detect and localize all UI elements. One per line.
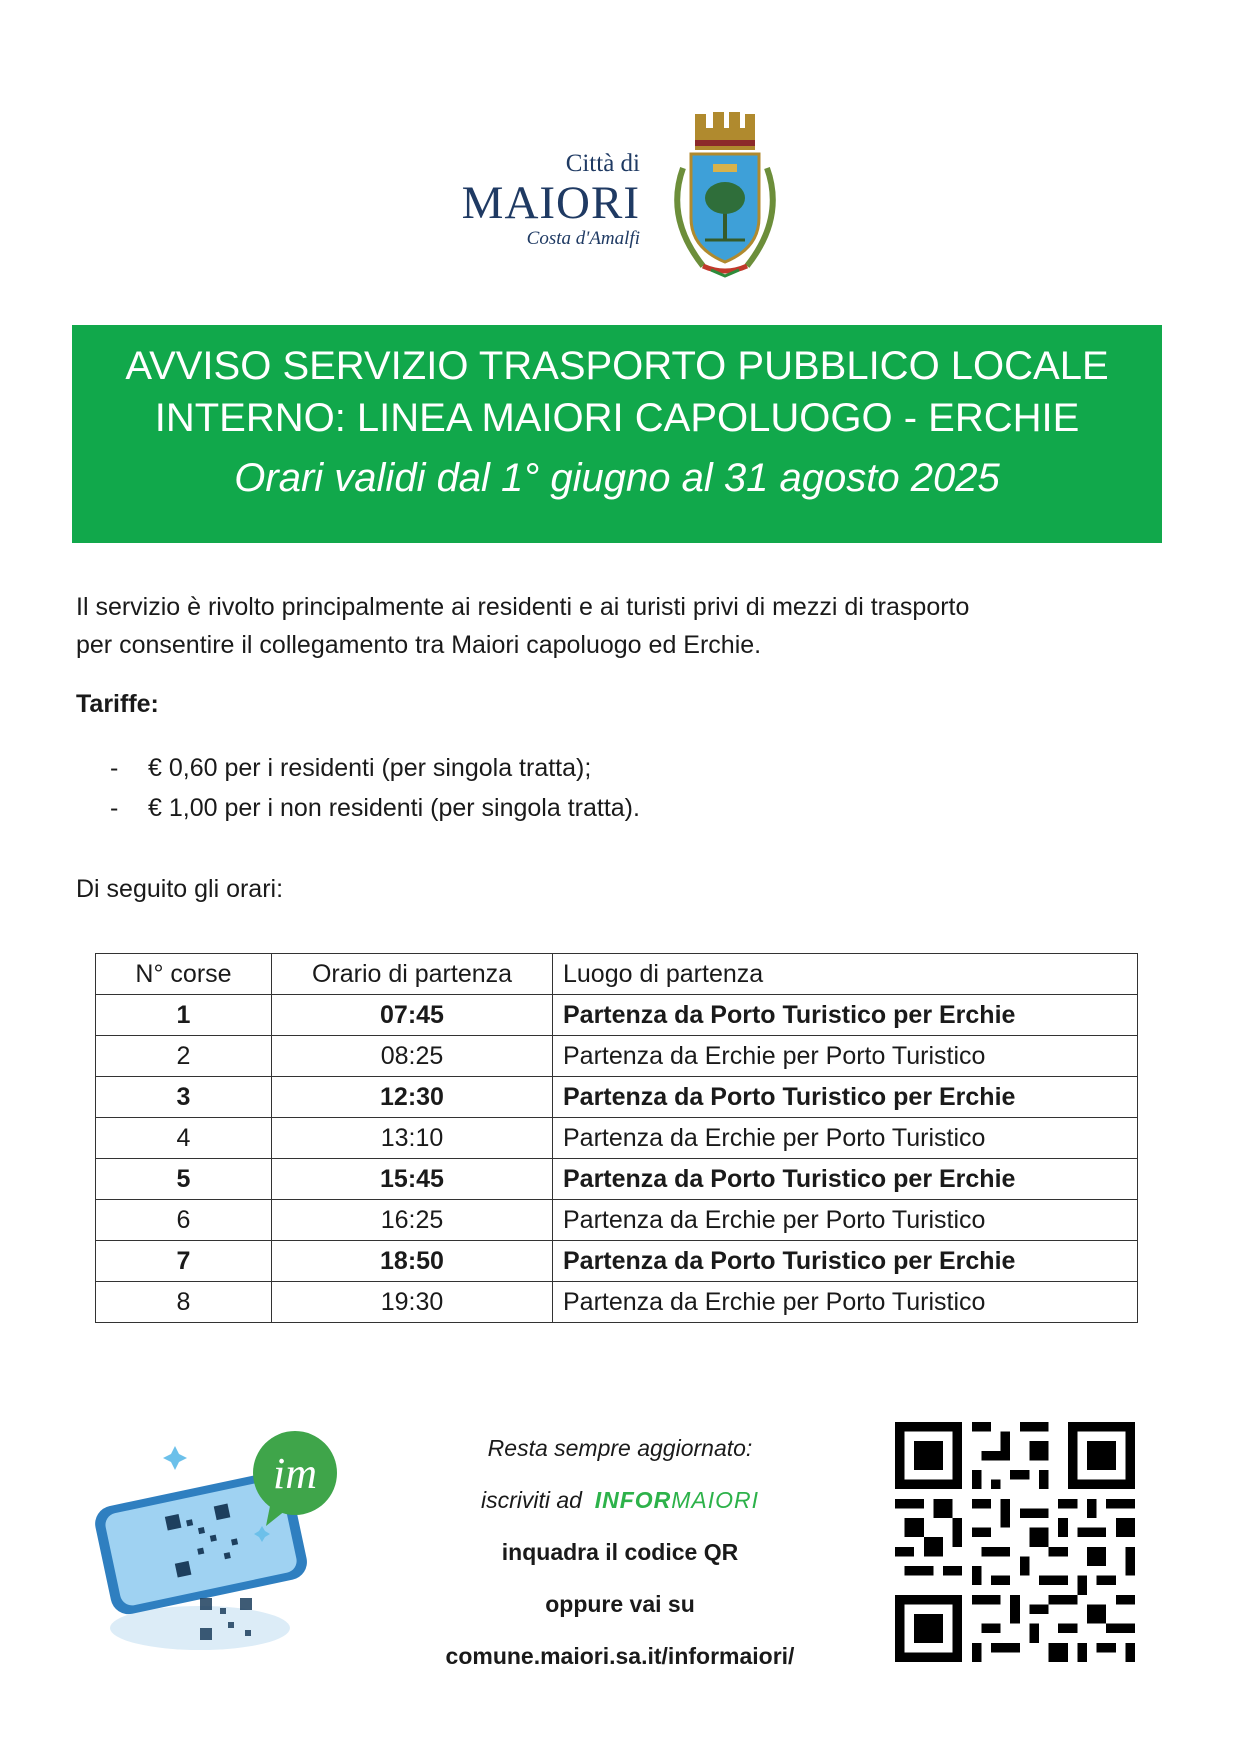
column-header-place: Luogo di partenza [553, 954, 1138, 995]
tariffe-heading: Tariffe: [76, 690, 159, 718]
trip-number: 2 [96, 1036, 272, 1077]
trip-number: 4 [96, 1118, 272, 1159]
table-row [96, 1118, 1138, 1159]
trip-number: 6 [96, 1200, 272, 1241]
schedule-table [95, 953, 1138, 1323]
app-badge-label: im [273, 1449, 317, 1498]
footer-subscribe-line [400, 1474, 840, 1526]
table-row [96, 995, 1138, 1036]
departure-place: Partenza da Porto Turistico per Erchie [553, 995, 1138, 1036]
trip-number: 8 [96, 1282, 272, 1323]
coat-of-arms-icon [663, 108, 787, 280]
phone-qr-illustration [80, 1418, 360, 1658]
tariffe-item: - € 1,00 per i non residenti (per singola tratta). [110, 794, 640, 822]
departure-time: 07:45 [272, 995, 553, 1036]
intro-line2: per consentire il collegamento tra Maiori capoluogo ed Erchie. [76, 631, 762, 659]
column-header-time: Orario di partenza [272, 954, 553, 995]
column-header-trip: N° corse [96, 954, 272, 995]
departure-time: 15:45 [272, 1159, 553, 1200]
table-row [96, 1282, 1138, 1323]
intro-line1: Il servizio è rivolto principalmente ai residenti e ai turisti privi di mezzi di trasporto [76, 593, 970, 621]
intro-paragraph [76, 588, 1176, 664]
departure-place: Partenza da Porto Turistico per Erchie [553, 1159, 1138, 1200]
city-prefix: Città di [565, 150, 640, 177]
footer-subscribe-text: iscriviti ad [480, 1487, 582, 1513]
departure-time: 19:30 [272, 1282, 553, 1323]
trip-number: 1 [96, 995, 272, 1036]
city-logo [430, 150, 640, 250]
tariffe-item-text: € 0,60 per i residenti (per singola tratta); [148, 754, 592, 782]
table-row [96, 1159, 1138, 1200]
footer-scan-qr: inquadra il codice QR [501, 1539, 739, 1565]
departure-place: Partenza da Erchie per Porto Turistico [553, 1036, 1138, 1077]
footer-url-link[interactable]: comune.maiori.sa.it/informaiori/ [445, 1643, 795, 1669]
table-header-row [96, 954, 1138, 995]
tariffe-item: - € 0,60 per i residenti (per singola tratta); [110, 754, 592, 782]
banner-title-line1: AVVISO SERVIZIO TRASPORTO PUBBLICO LOCALE [125, 344, 1109, 388]
departure-place: Partenza da Porto Turistico per Erchie [553, 1077, 1138, 1118]
trip-number: 3 [96, 1077, 272, 1118]
departure-time: 13:10 [272, 1118, 553, 1159]
table-row [96, 1241, 1138, 1282]
table-row [96, 1036, 1138, 1077]
table-row [96, 1077, 1138, 1118]
tariffe-item-text: € 1,00 per i non residenti (per singola tratta). [148, 794, 640, 822]
footer-or-visit: oppure vai su [545, 1591, 695, 1617]
departure-time: 08:25 [272, 1036, 553, 1077]
departure-place: Partenza da Porto Turistico per Erchie [553, 1241, 1138, 1282]
departure-time: 12:30 [272, 1077, 553, 1118]
schedule-intro: Di seguito gli orari: [76, 875, 284, 903]
trip-number: 7 [96, 1241, 272, 1282]
departure-place: Partenza da Erchie per Porto Turistico [553, 1200, 1138, 1241]
banner-validity-dates: Orari validi dal 1° giugno al 31 agosto 2025 [234, 456, 1000, 500]
informaiori-logo-part1: INFOR [594, 1487, 672, 1513]
notice-banner [72, 325, 1162, 543]
city-name: MAIORI [461, 177, 640, 229]
departure-time: 16:25 [272, 1200, 553, 1241]
trip-number: 5 [96, 1159, 272, 1200]
tariffe-list [110, 748, 640, 828]
banner-title-line2: INTERNO: LINEA MAIORI CAPOLUOGO - ERCHIE [154, 396, 1080, 440]
footer-info [400, 1422, 840, 1682]
qr-code-icon[interactable] [895, 1422, 1135, 1662]
departure-time: 18:50 [272, 1241, 553, 1282]
city-subtitle: Costa d'Amalfi [526, 228, 640, 249]
departure-place: Partenza da Erchie per Porto Turistico [553, 1118, 1138, 1159]
footer-stay-updated: Resta sempre aggiornato: [487, 1435, 753, 1461]
table-row [96, 1200, 1138, 1241]
departure-place: Partenza da Erchie per Porto Turistico [553, 1282, 1138, 1323]
informaiori-logo-part2: MAIORI [671, 1487, 760, 1513]
